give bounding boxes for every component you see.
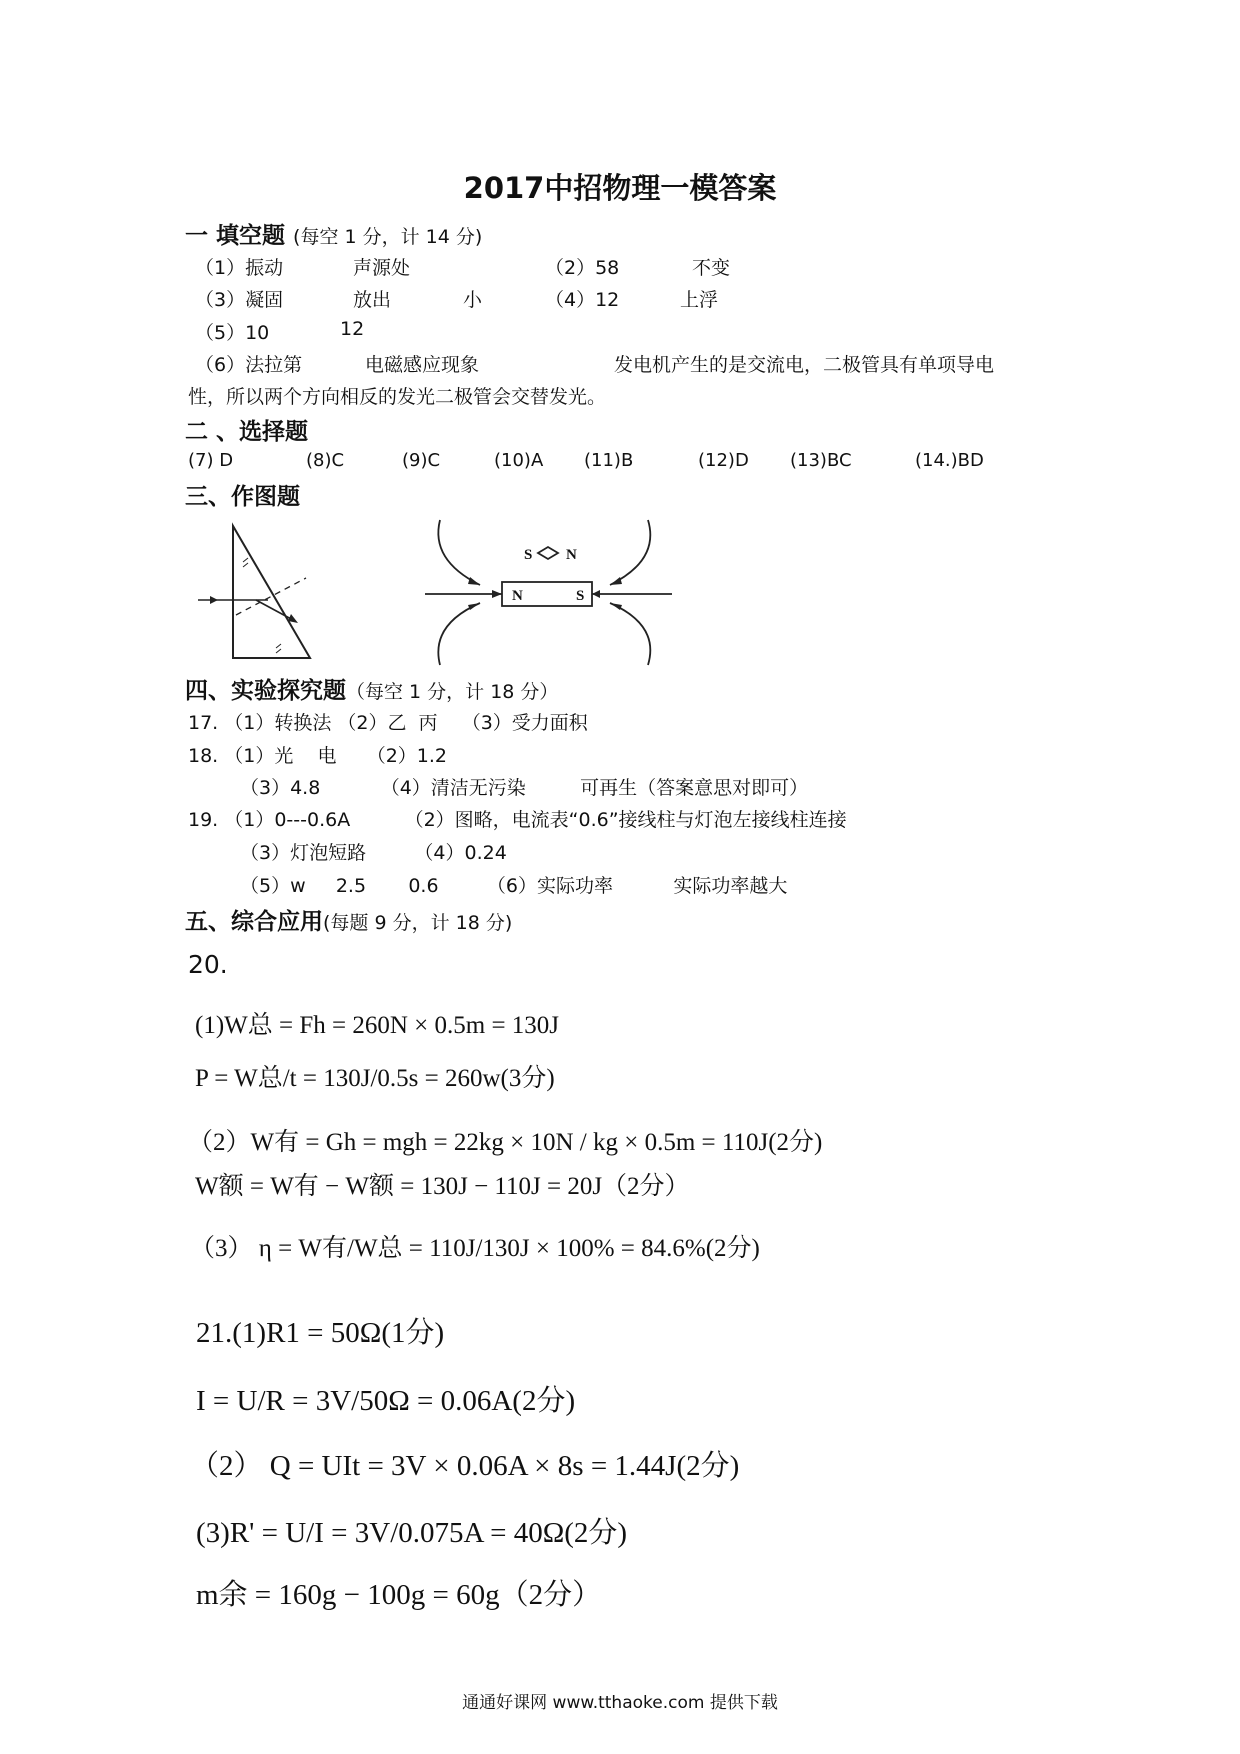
- q20-line3: （2）W有 = Gh = mgh = 22kg × 10N / kg × 0.5m = 110J(2分): [188, 1129, 823, 1156]
- section-4-heading: [185, 672, 558, 705]
- choice-9: (9)C: [402, 450, 441, 471]
- fill-r4-a: （6）法拉第: [195, 354, 303, 376]
- q20-line4: W额 = W有 − W额 = 130J − 110J = 20J（2分）: [195, 1173, 690, 1200]
- section-4-note: （每空 1 分，计 18 分）: [346, 681, 559, 703]
- magnet-top-n: N: [566, 547, 577, 563]
- section-1-note: (每空 1 分，计 14 分): [293, 226, 483, 248]
- answer-19b: （3）灯泡短路 （4）0.24: [240, 842, 507, 864]
- q21-line5: m余 = 160g − 100g = 60g（2分）: [196, 1579, 602, 1611]
- prism-diagram: [188, 520, 318, 665]
- section-2-heading: 二 、选择题: [185, 419, 309, 445]
- fill-r3-b: 12: [340, 318, 365, 340]
- section-5-heading: [185, 903, 512, 936]
- choice-11: (11)B: [584, 450, 634, 471]
- section-5-note: (每题 9 分，计 18 分): [323, 912, 513, 934]
- choice-12: (12)D: [698, 450, 749, 471]
- fill-r1-c: （2）58: [545, 257, 620, 279]
- choice-14: (14.)BD: [915, 450, 984, 471]
- answer-19a: 19. （1）0---0.6A （2）图略，电流表“0.6”接线柱与灯泡左接线柱连接: [188, 809, 847, 831]
- q21-line1: 21.(1)R1 = 50Ω(1分): [196, 1317, 445, 1349]
- choice-13: (13)BC: [790, 450, 852, 471]
- choice-8: (8)C: [306, 450, 345, 471]
- fill-r1-a: （1）振动: [195, 257, 284, 279]
- fill-r1-b: 声源处: [353, 257, 411, 279]
- fill-r2-a: （3）凝固: [195, 289, 284, 311]
- choice-10: (10)A: [494, 450, 544, 471]
- answer-17: 17. （1）转换法 （2）乙 丙 （3）受力面积: [188, 712, 588, 734]
- answer-18a: 18. （1）光 电 （2）1.2: [188, 745, 448, 767]
- section-4-title: 四、实验探究题: [185, 678, 346, 704]
- section-3-heading: 三、作图题: [185, 484, 300, 510]
- fill-r4-c: 发电机产生的是交流电，二极管具有单项导电: [614, 354, 995, 376]
- q21-line3: （2） Q = UIt = 3V × 0.06A × 8s = 1.44J(2分): [190, 1450, 740, 1482]
- bar-magnet-s: S: [576, 588, 585, 604]
- section-5-title: 五、综合应用: [185, 909, 323, 935]
- bar-magnet-n: N: [512, 588, 523, 604]
- q20-line5: （3） η = W有/W总 = 110J/130J × 100% = 84.6%(2分): [190, 1235, 760, 1262]
- fill-r4-b: 电磁感应现象: [365, 354, 480, 376]
- section-1-title: 一 填空题: [185, 223, 286, 249]
- fill-r2-b: 放出: [353, 289, 392, 311]
- footer-credit: 通通好课网 www.tthaoke.com 提供下载: [462, 1693, 778, 1713]
- answer-18b: （3）4.8 （4）清洁无污染 可再生（答案意思对即可）: [240, 777, 809, 799]
- choice-7: (7) D: [188, 450, 234, 471]
- magnet-top-s: S: [524, 547, 533, 563]
- q20-line2: P = W总/t = 130J/0.5s = 260w(3分): [195, 1065, 555, 1092]
- q21-line2: I = U/R = 3V/50Ω = 0.06A(2分): [196, 1385, 576, 1417]
- fill-r2-e: 上浮: [680, 289, 719, 311]
- q21-line4: (3)R' = U/I = 3V/0.075A = 40Ω(2分): [196, 1517, 628, 1549]
- fill-r2-d: （4）12: [545, 289, 620, 311]
- fill-r1-d: 不变: [692, 257, 731, 279]
- fill-r2-c: 小: [463, 289, 483, 311]
- section-1-heading: [185, 217, 482, 250]
- question-20-number: 20.: [188, 950, 228, 979]
- fill-r3-a: （5）10: [195, 322, 270, 344]
- page-title: 2017中招物理一模答案: [463, 171, 777, 205]
- q20-line1: (1)W总 = Fh = 260N × 0.5m = 130J: [195, 1012, 560, 1039]
- answer-19c: （5）w 2.5 0.6 （6）实际功率 实际功率越大: [240, 875, 788, 897]
- fill-r5: 性，所以两个方向相反的发光二极管会交替发光。: [188, 386, 607, 408]
- magnet-field-diagram: [420, 515, 680, 670]
